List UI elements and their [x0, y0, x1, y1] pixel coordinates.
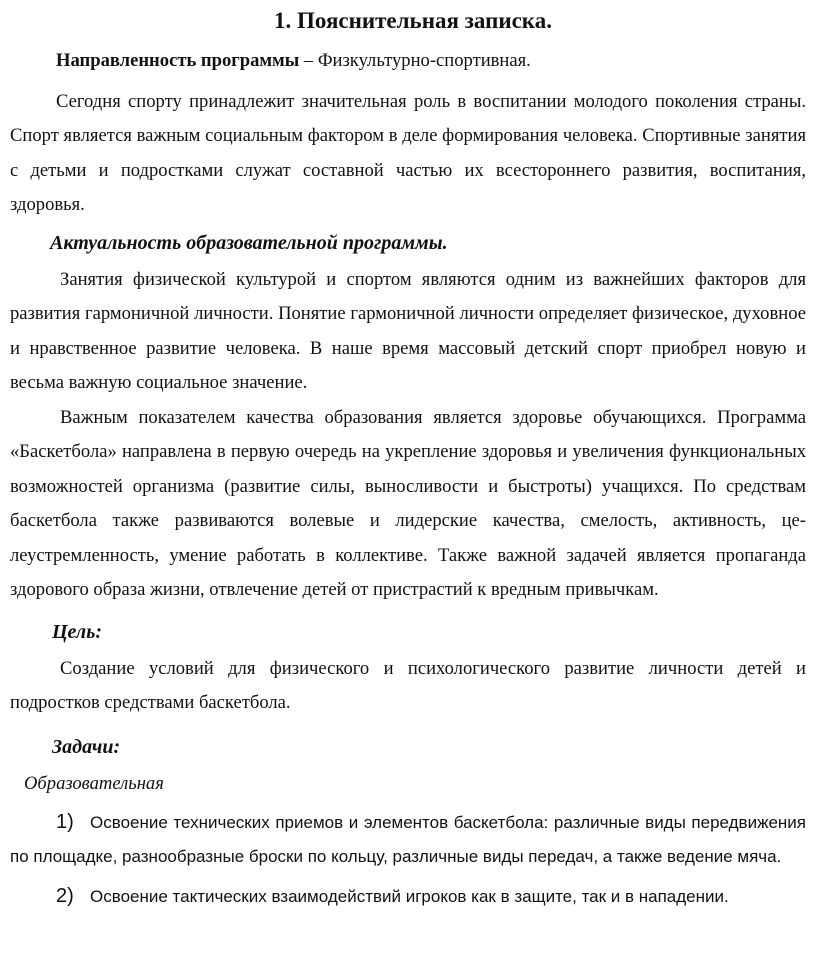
direction-label: Направленность программы — [56, 50, 300, 71]
task-item-text: Освоение тактических взаимодействий игроков как в защите, так и в нападении. — [90, 886, 729, 906]
relevance-paragraph-1: Занятия физической культурой и спортом являются одним из важнейших факторов для развития гармоничной личности. Понятие гармоничной личности определяет физическое, духовное и нравственное развитие человека. В наше время массовый детский спорт приобрел новую и весьма важную социальное значение. — [10, 268, 806, 393]
program-direction — [10, 44, 806, 79]
intro-paragraph: Сегодня спорту принадлежит значительная роль в воспитании молодого поколения страны. Спорт является важным социальным фактором в деле формирования человека. Спортивные занятия с детьми и подростками служат составной частью их всестороннего развития, воспитания, здоровья. — [10, 90, 806, 215]
tasks-heading: Задачи: — [52, 735, 121, 758]
tasks-subheading: Образовательная — [24, 772, 164, 794]
goal-heading: Цель: — [52, 620, 102, 643]
goal-text: Создание условий для физического и психологического развитие личности детей и подростков средствами баскетбола. — [10, 657, 806, 713]
task-item-text: Освоение технических приемов и элементов баскетбола: различные виды передвижения по площадке, разнообразные броски по кольцу, различные виды передач, а также ведение мяча. — [10, 812, 806, 866]
task-item-number: 2) — [56, 884, 74, 907]
task-item-1 — [10, 805, 806, 875]
direction-separator: – — [299, 50, 318, 71]
page-title: 1. Пояснительная записка. — [274, 8, 552, 33]
direction-value: Физкультурно-спортивная. — [317, 50, 531, 71]
task-item-2-paragraph — [10, 879, 806, 915]
relevance-paragraph-2: Важным показателем качества образования является здоровье обучающихся. Программа «Баскетбола» направлена в первую очередь на укрепление здоровья и увеличения функциональных возможностей организма (развитие силы, выносливости и быстроты) учащихся. По средствам баскетбола также развиваются волевые и лидерские качества, смелость, активность, це- леустремленность, умение работать в коллективе. Также важной задачей является пропаганда здорового образа жизни, отвлечение детей от пристрастий к вредным привычкам. — [10, 406, 806, 600]
task-item-2 — [10, 879, 806, 915]
relevance-heading: Актуальность образовательной программы. — [50, 231, 448, 254]
task-item-number: 1) — [56, 810, 74, 833]
task-item-1-paragraph — [10, 805, 806, 875]
